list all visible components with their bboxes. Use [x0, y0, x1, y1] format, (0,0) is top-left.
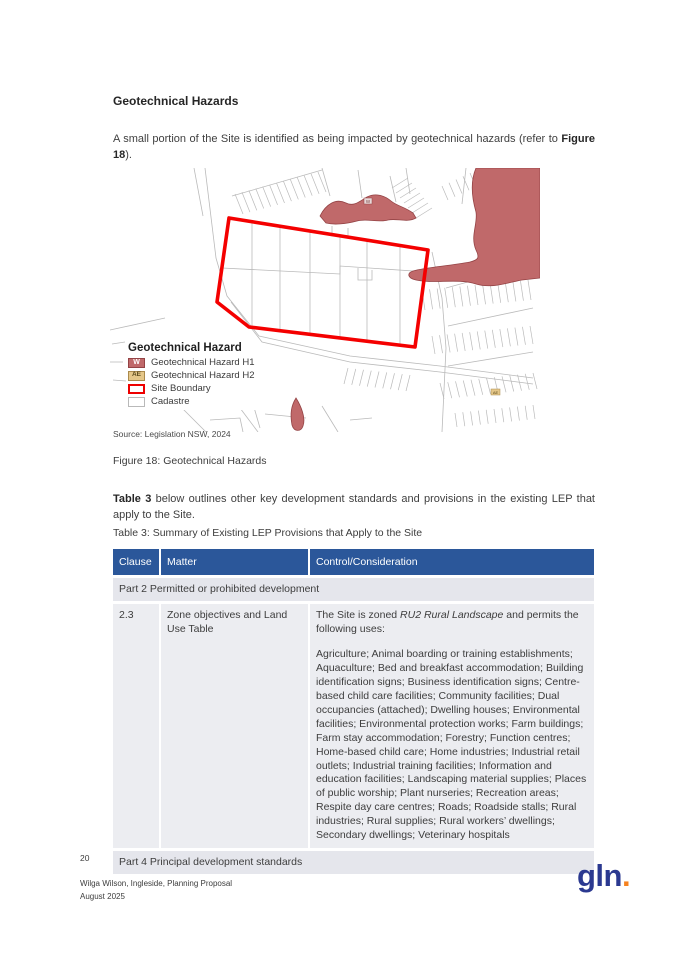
legend-label: Cadastre: [151, 396, 190, 407]
hatch-top-right-strip: [442, 173, 476, 200]
header-clause: Clause: [119, 556, 152, 568]
map-legend: [126, 341, 259, 410]
table-header-row: [113, 549, 594, 575]
header-control: Control/Consideration: [308, 549, 594, 575]
footer-date: August 2025: [80, 891, 125, 901]
hazard-marker-w: [364, 198, 372, 204]
svg-text:AE: AE: [492, 390, 499, 395]
table-ref: Table 3: [113, 493, 152, 505]
hazard-area-northeast: [409, 168, 540, 286]
table-caption: Table 3: Summary of Existing LEP Provisions that Apply to the Site: [113, 527, 423, 539]
hazard-h2-swatch: AE: [128, 371, 145, 381]
intro-text: A small portion of the Site is identified as being impacted by geotechnical hazards (refer to: [113, 133, 562, 145]
site-boundary-outline: [217, 218, 428, 347]
legend-title: Geotechnical Hazard: [128, 342, 242, 354]
legend-item-hazard-h2: [128, 369, 255, 382]
footer-document-title: Wilga Wilson, Ingleside, Planning Proposal: [80, 879, 233, 888]
table-row-2-3: [113, 604, 594, 848]
intro-paragraph: [113, 132, 595, 163]
hatch-bottom-right-2: [455, 405, 535, 427]
cell-control: [308, 604, 594, 848]
zone-name: RU2 Rural Landscape: [400, 609, 504, 621]
hatch-top-subdivision: [235, 172, 326, 214]
legend-label: Site Boundary: [151, 383, 211, 394]
hazard-h1-swatch: W: [128, 358, 145, 368]
legend-item-site-boundary: [128, 382, 255, 395]
logo-dot: .: [622, 858, 631, 893]
hazard-marker-ae: [491, 389, 500, 395]
hazard-area-south: [291, 398, 304, 430]
site-boundary-swatch: [128, 384, 145, 394]
gln-logo: [577, 858, 630, 894]
intro-figure-ref: Figure 18: [113, 133, 595, 161]
table-part2-row: Part 2 Permitted or prohibited development: [113, 578, 594, 601]
permitted-uses-text: Agriculture; Animal boarding or training establishments; Aquaculture; Bed and breakfast accommodation; Building identification signs; Business identification signs; Centre-based child care facilities; Community facilities; Dual occupancies (attached); Dwelling houses; Environmental facilities; Environmental protection works; Farm buildings; Farm stay accommodation; Forestry; Function centres; Home-based child care; Home industries; Industrial retail outlets; Industrial training facilities; Information and education facilities; Landscaping material supplies; Places of public worship; Plant nurseries; Recreation areas; Respite day care centres; Roads; Roadside stalls; Rural industries; Rural supplies; Rural workers’ dwellings; Secondary dwellings; Veterinary hospitals: [316, 647, 587, 842]
section-heading: Geotechnical Hazards: [113, 94, 239, 108]
cell-clause: 2.3: [119, 609, 134, 621]
table-intro-text: below outlines other key development standards and provisions in the existing LEP that apply to the Site.: [113, 493, 595, 521]
lep-provisions-table: [113, 549, 594, 874]
legend-label: Geotechnical Hazard H2: [151, 370, 255, 381]
legend-label: Geotechnical Hazard H1: [151, 357, 255, 368]
figure-caption: Figure 18: Geotechnical Hazards: [113, 455, 267, 467]
svg-text:W: W: [365, 199, 371, 204]
header-matter: Matter: [159, 549, 308, 575]
legend-item-hazard-h1: [128, 356, 255, 369]
legend-item-cadastre: [128, 395, 255, 408]
intro-text-end: ).: [125, 148, 132, 161]
table-part4-row: Part 4 Principal development standards: [113, 851, 594, 874]
footer-text: [80, 878, 232, 904]
hatch-right-block-2: [432, 326, 533, 354]
control-zoning-text: The Site is zoned RU2 Rural Landscape and permits the following uses:: [316, 609, 579, 635]
table-intro-paragraph: [113, 492, 595, 523]
figure-source: Source: Legislation NSW, 2024: [113, 429, 231, 439]
cadastre-swatch: [128, 397, 145, 407]
logo-text: gln: [577, 858, 622, 893]
cell-matter: Zone objectives and Land Use Table: [159, 604, 308, 848]
page-number: 20: [80, 853, 90, 863]
hatch-below-site: [344, 368, 410, 391]
